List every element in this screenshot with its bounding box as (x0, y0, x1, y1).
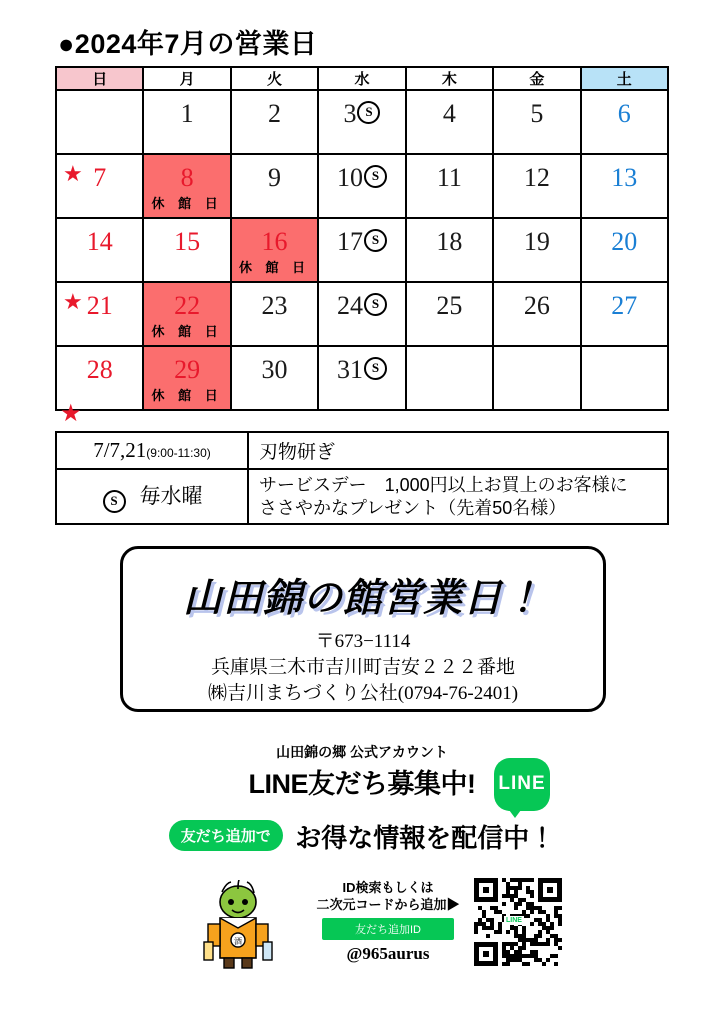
legend-badge-cell (56, 469, 248, 524)
calendar-star-icon: ★ (63, 161, 83, 186)
legend-service-line2: ささやかなプレゼント（先着50名様） (259, 497, 567, 518)
calendar-day-cell[interactable] (56, 282, 143, 346)
calendar-day-number: 28 (86, 355, 113, 384)
address-postal-code: 〒673−1114 (315, 631, 411, 652)
legend-row-service-day (56, 469, 668, 524)
calendar-day-number: 25 (436, 291, 463, 320)
calendar-day-cell[interactable] (318, 154, 405, 218)
calendar-empty-cell (56, 90, 143, 154)
service-day-badge-icon: S (364, 357, 387, 380)
service-day-badge-icon: S (364, 229, 387, 252)
calendar-day-number: 5 (530, 99, 544, 128)
calendar-week-row (56, 282, 668, 346)
legend-badge-label: 毎水曜 (139, 484, 203, 508)
calendar-day-number: 8 (180, 163, 194, 192)
legend-description-cell (248, 432, 668, 469)
line-promo-pill: 友だち追加で (169, 820, 283, 851)
line-logo-icon (494, 758, 550, 811)
weekday-header-sun: 日 (56, 67, 143, 90)
calendar-day-number: 11 (436, 163, 462, 192)
calendar-day-number: 2 (268, 99, 282, 128)
calendar-day-number: 6 (617, 99, 631, 128)
calendar-day-number: 21 (86, 291, 113, 320)
calendar-day-number: 1 (180, 99, 194, 128)
calendar-day-cell[interactable] (231, 218, 318, 282)
calendar-day-number: 9 (268, 163, 282, 192)
calendar-closed-label: 休 館 日 (238, 260, 311, 275)
business-day-calendar (55, 66, 669, 411)
calendar-day-cell[interactable] (581, 218, 668, 282)
calendar-day-number: 4 (442, 99, 456, 128)
calendar-day-number: 3 (343, 99, 357, 128)
qr-line-label: LINE (506, 917, 522, 924)
line-id-handle: @965aurus (346, 943, 430, 963)
service-day-badge-icon: S (364, 293, 387, 316)
calendar-day-cell[interactable] (406, 154, 493, 218)
address-headline: 山田錦の館営業日！ (182, 577, 543, 620)
calendar-empty-cell (406, 346, 493, 410)
line-promo-text: お得な情報を配信中！ (295, 823, 556, 853)
page-title-text: ●2024年7月の営業日 (58, 29, 318, 59)
calendar-day-cell[interactable] (56, 154, 143, 218)
calendar-day-number: 12 (523, 163, 550, 192)
qr-code[interactable] (474, 878, 562, 966)
calendar-day-cell[interactable] (143, 346, 230, 410)
calendar-day-number: 17 (336, 227, 363, 256)
calendar-day-cell[interactable] (493, 154, 580, 218)
calendar-day-number: 24 (336, 291, 363, 320)
calendar-day-cell[interactable] (493, 90, 580, 154)
calendar-day-number: 14 (86, 227, 113, 256)
weekday-header-mon: 月 (143, 67, 230, 90)
legend-table (55, 431, 669, 525)
calendar-day-cell[interactable] (493, 218, 580, 282)
calendar-day-number: 22 (174, 291, 201, 320)
weekday-header-wed: 水 (318, 67, 405, 90)
calendar-day-cell[interactable] (581, 154, 668, 218)
calendar-day-number: 29 (174, 355, 201, 384)
weekday-header-fri: 金 (493, 67, 580, 90)
line-id-block (305, 880, 471, 964)
calendar-day-cell[interactable] (143, 218, 230, 282)
legend-time: (9:00-11:30) (146, 446, 211, 460)
legend-date: 7/7,21 (93, 438, 147, 462)
legend-date-cell (56, 432, 248, 469)
calendar-body (56, 90, 668, 410)
qr-finder-top-right (538, 878, 562, 902)
calendar-day-cell[interactable] (231, 90, 318, 154)
legend-service-line1: サービスデー 1,000円以上お買上のお客様に (259, 475, 628, 495)
mascot-character-icon (196, 880, 280, 972)
legend-row-knife-sharpening (56, 432, 668, 469)
calendar-day-cell[interactable] (406, 282, 493, 346)
calendar-closed-label: 休 館 日 (151, 324, 223, 339)
address-lines (123, 629, 603, 708)
calendar-day-number: 15 (174, 227, 201, 256)
calendar-day-number: 10 (336, 163, 363, 192)
calendar-day-number: 16 (261, 227, 288, 256)
legend-description: 刃物研ぎ (259, 442, 336, 463)
svg-text:酒: 酒 (234, 937, 242, 946)
line-search-note-line2: 二次元コードから追加▶ (316, 896, 460, 912)
calendar-day-cell[interactable] (231, 346, 318, 410)
qr-finder-bottom-left (474, 942, 498, 966)
calendar-empty-cell (581, 346, 668, 410)
calendar-day-number: 7 (93, 163, 107, 192)
calendar-day-number: 13 (611, 163, 638, 192)
calendar-day-number: 18 (436, 227, 463, 256)
qr-finder-top-left (474, 878, 498, 902)
line-logo-text: LINE (498, 773, 546, 794)
line-account-label: 山田錦の郷 公式アカウント (276, 744, 448, 760)
weekday-header-tue: 火 (231, 67, 318, 90)
calendar-week-row (56, 90, 668, 154)
calendar-day-cell[interactable] (143, 282, 230, 346)
calendar-day-cell[interactable] (406, 218, 493, 282)
weekday-header-sat: 土 (581, 67, 668, 90)
calendar-day-cell[interactable] (143, 154, 230, 218)
calendar-day-number: 20 (611, 227, 638, 256)
calendar-day-cell[interactable] (493, 282, 580, 346)
page-title (58, 22, 317, 61)
line-id-pill-label: 友だち追加ID (322, 918, 454, 940)
calendar-day-cell[interactable] (56, 218, 143, 282)
legend-star-icon: ★ (60, 400, 82, 427)
calendar-day-number: 27 (611, 291, 638, 320)
service-day-badge-icon: S (103, 490, 126, 513)
address-box (120, 546, 606, 712)
calendar-day-cell[interactable] (318, 282, 405, 346)
address-company-phone: ㈱吉川まちづくり公社(0794-76-2401) (207, 683, 519, 705)
line-search-note-line1: ID検索もしくは (342, 880, 434, 895)
calendar-empty-cell (493, 346, 580, 410)
service-day-badge-icon: S (357, 101, 380, 124)
calendar-week-row (56, 154, 668, 218)
calendar-closed-label: 休 館 日 (151, 388, 223, 403)
calendar-day-number: 19 (523, 227, 550, 256)
calendar-day-cell[interactable] (231, 282, 318, 346)
calendar-day-cell[interactable] (231, 154, 318, 218)
calendar-day-number: 23 (261, 291, 288, 320)
legend-service-description-cell (248, 469, 668, 524)
calendar-day-cell[interactable] (318, 218, 405, 282)
calendar-header-row (56, 67, 668, 90)
calendar-day-number: 30 (261, 355, 288, 384)
calendar-day-cell[interactable] (406, 90, 493, 154)
calendar-day-number: 26 (523, 291, 550, 320)
calendar-week-row (56, 218, 668, 282)
address-street: 兵庫県三木市吉川町吉安２２２番地 (210, 657, 515, 679)
calendar-day-cell[interactable] (318, 90, 405, 154)
calendar-star-icon: ★ (63, 289, 83, 314)
calendar-day-cell[interactable] (318, 346, 405, 410)
weekday-header-thu: 木 (406, 67, 493, 90)
calendar-day-number: 31 (336, 355, 363, 384)
line-headline: LINE友だち募集中! (248, 769, 476, 799)
line-promo-row (0, 818, 724, 855)
calendar-week-row (56, 346, 668, 410)
calendar-closed-label: 休 館 日 (151, 196, 223, 211)
calendar-day-cell[interactable] (143, 90, 230, 154)
calendar-day-cell[interactable] (581, 90, 668, 154)
service-day-badge-icon: S (364, 165, 387, 188)
calendar-day-cell[interactable] (581, 282, 668, 346)
